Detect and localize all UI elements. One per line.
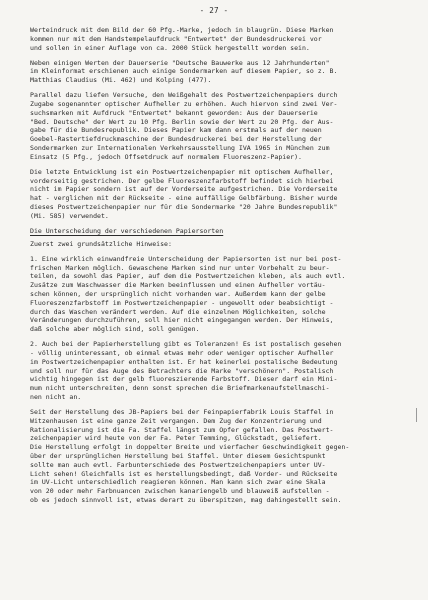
text-line: kommen nur mit dem Handstempelaufdruck "Entwertet" der Bundesdruckerei vor [30, 34, 322, 43]
text-line: hat - verglichen mit der Rückseite - eine auffällige Gelbfärbung. Bisher wurde [30, 194, 338, 203]
paragraph [30, 408, 408, 505]
text-line: Goebel-Rastertiefdruckmaschine der Bundesdruckerei bei der Herstellung der [30, 135, 322, 144]
text-line: daß solche aber möglich sind, soll genügen. [30, 325, 200, 334]
text-line: im Kleinformat erschienen auch einige Sondermarken auf diesem Papier, so z. B. [30, 67, 338, 76]
text-line: durch das Waschen verändert werden. Auf die einzelnen Möglichkeiten, solche [30, 307, 326, 316]
page-number: - 27 - [199, 6, 229, 15]
text-line: Sondermarken zur Internationalen Verkehrsausstellung IVA 1965 in München zum [30, 143, 330, 152]
text-line: vorderseitig gestrichen. Der gelbe Fluoreszenzfarbstoff befindet sich hierbei [30, 176, 334, 185]
text-line: Neben einigen Werten der Dauerserie "Deutsche Bauwerke aus 12 Jahrhunderten" [30, 58, 330, 67]
text-line: zeichenpapier wird heute von der Fa. Peter Temming, Glückstadt, geliefert. [30, 434, 322, 443]
text-line: Einsatz (5 Pfg., jedoch Offsetdruck auf normalem Fluoreszenz-Papier). [30, 152, 302, 161]
text-line: wichtig hingegen ist der gelb fluoreszierende Farbstoff. Dieser darf ein Mini- [30, 375, 338, 384]
text-line: Werteindruck mit dem Bild der 60 Pfg.-Marke, jedoch in blaugrün. Diese Marken [30, 26, 334, 34]
text-line: nen nicht an. [30, 393, 82, 401]
text-line: Zusätze zum Waschwasser die Marken beeinflussen und einen Aufheller vortäu- [30, 281, 326, 290]
text-line: sollte man auch evtl. Farbunterschiede des Postwertzeichenpapiers unter UV- [30, 460, 326, 469]
text-line: über der ursprünglichen Herstellung bei Staffel. Unter diesem Gesichtspunkt [30, 451, 326, 460]
text-line: im UV-Licht unterschiedlich reagieren können. Man kann sich zwar eine Skala [30, 478, 326, 487]
text-line: Die Herstellung erfolgt in doppelter Breite und vierfacher Geschwindigkeit gegen- [30, 443, 350, 452]
text-line: mum nicht unterschreiten, denn sonst sprechen die Briefmarkenaufstellmaschi- [30, 384, 330, 393]
text-line: Die letzte Entwicklung ist ein Postwertzeichenpapier mit optischem Aufheller, [30, 167, 334, 176]
text-line: nicht im Papier sondern ist auf der Vorderseite aufgestrichen. Die Vorderseite [30, 185, 338, 194]
text-line: Zuerst zwei grundsätzliche Hinweise: [30, 239, 172, 248]
text-line: Rationalisierung ist die Fa. Staffel längst zum Opfer gefallen. Das Postwert- [30, 425, 334, 434]
text-line: frischen Marken möglich. Gewaschene Marken sind nur unter Vorbehalt zu beur- [30, 263, 330, 272]
text-line: schen können, der ursprünglich nicht vorhanden war. Außerdem kann der gelbe [30, 290, 326, 299]
text-line: Parallel dazu liefen Versuche, den Weißgehalt des Postwertzeichenpapiers durch [30, 91, 338, 100]
text-line: und soll nur für das Auge des Betrachters die Marke "verschönern". Postalisch [30, 366, 334, 375]
text-line: Seit der Herstellung des JB-Papiers bei der Feinpapierfabrik Louis Staffel in [30, 407, 334, 416]
text-line: Matthias Claudius (Mi. 462) und Kolping (477). [30, 76, 212, 85]
text-line: "Bed. Deutsche" der Wert zu 10 Pfg. Berlin sowie der Wert zu 20 Pfg. der Aus- [30, 117, 334, 126]
text-line: Veränderungen durchzuführen, soll hier nicht eingegangen werden. Der Hinweis, [30, 316, 334, 325]
paragraph [30, 91, 408, 161]
text-line: im Postwertzeichenpapier enthalten ist. Er hat keinerlei postalische Bedeutung [30, 357, 338, 366]
section-heading [30, 227, 408, 236]
text-line: teilen, da sowohl das Papier, auf dem die Postwertzeichen kleben, als auch evtl. [30, 272, 346, 281]
text-line: und sollen in einer Auflage von ca. 2000 Stück hergestellt worden sein. [30, 43, 310, 52]
text-line: Die Unterscheidung der verschiedenen Papiersorten [30, 226, 224, 235]
text-line: von 20 oder mehr Farbnuancen zwischen kanariengelb und blauweiß aufstellen - [30, 487, 330, 496]
margin-mark [416, 408, 417, 422]
text-line: - völlig uninteressant, ob einmal etwas mehr oder weniger optischer Aufheller [30, 349, 334, 358]
paragraph [30, 59, 408, 85]
paragraph [30, 255, 408, 334]
text-line: Fluoreszenzfarbstoff im Postwertzeichenpapier - ungewollt oder beabsichtigt - [30, 298, 334, 307]
text-line: 2. Auch bei der Papierherstellung gibt es Toleranzen! Es ist postalisch gesehen [30, 340, 342, 349]
text-line: Licht sehen! Gleichfalls ist es herstellungsbedingt, daß Vorder- und Rückseite [30, 469, 338, 478]
text-line: gabe für die Bundesrepublik. Dieses Papier kam dann erstmals auf der neuen [30, 126, 322, 135]
paragraph [30, 240, 408, 249]
text-line: 1. Eine wirklich einwandfreie Unterscheidung der Papiersorten ist nur bei post- [30, 254, 342, 263]
text-line: Zugabe sogenannter optischer Aufheller zu erhöhen. Auch hiervon sind zwei Ver- [30, 99, 338, 108]
text-line: ob es jedoch sinnvoll ist, etwas derart zu überspitzen, mag dahingestellt sein. [30, 495, 342, 504]
text-line: suchsmarken mit Aufdruck "Entwertet" bekannt geworden: Aus der Dauerserie [30, 108, 318, 117]
paragraph [30, 168, 408, 221]
paragraph [30, 340, 408, 402]
text-line: dieses Postwertzeichenpapier nur für die Sondermarke "20 Jahre Bundesrepublik" [30, 202, 338, 211]
text-line: (Mi. 585) verwendet. [30, 211, 109, 220]
body-text [30, 26, 408, 505]
text-line: Witzenhausen ist eine ganze Zeit vergangen. Dem Zug der Konzentrierung und [30, 416, 322, 425]
paragraph [30, 26, 408, 52]
